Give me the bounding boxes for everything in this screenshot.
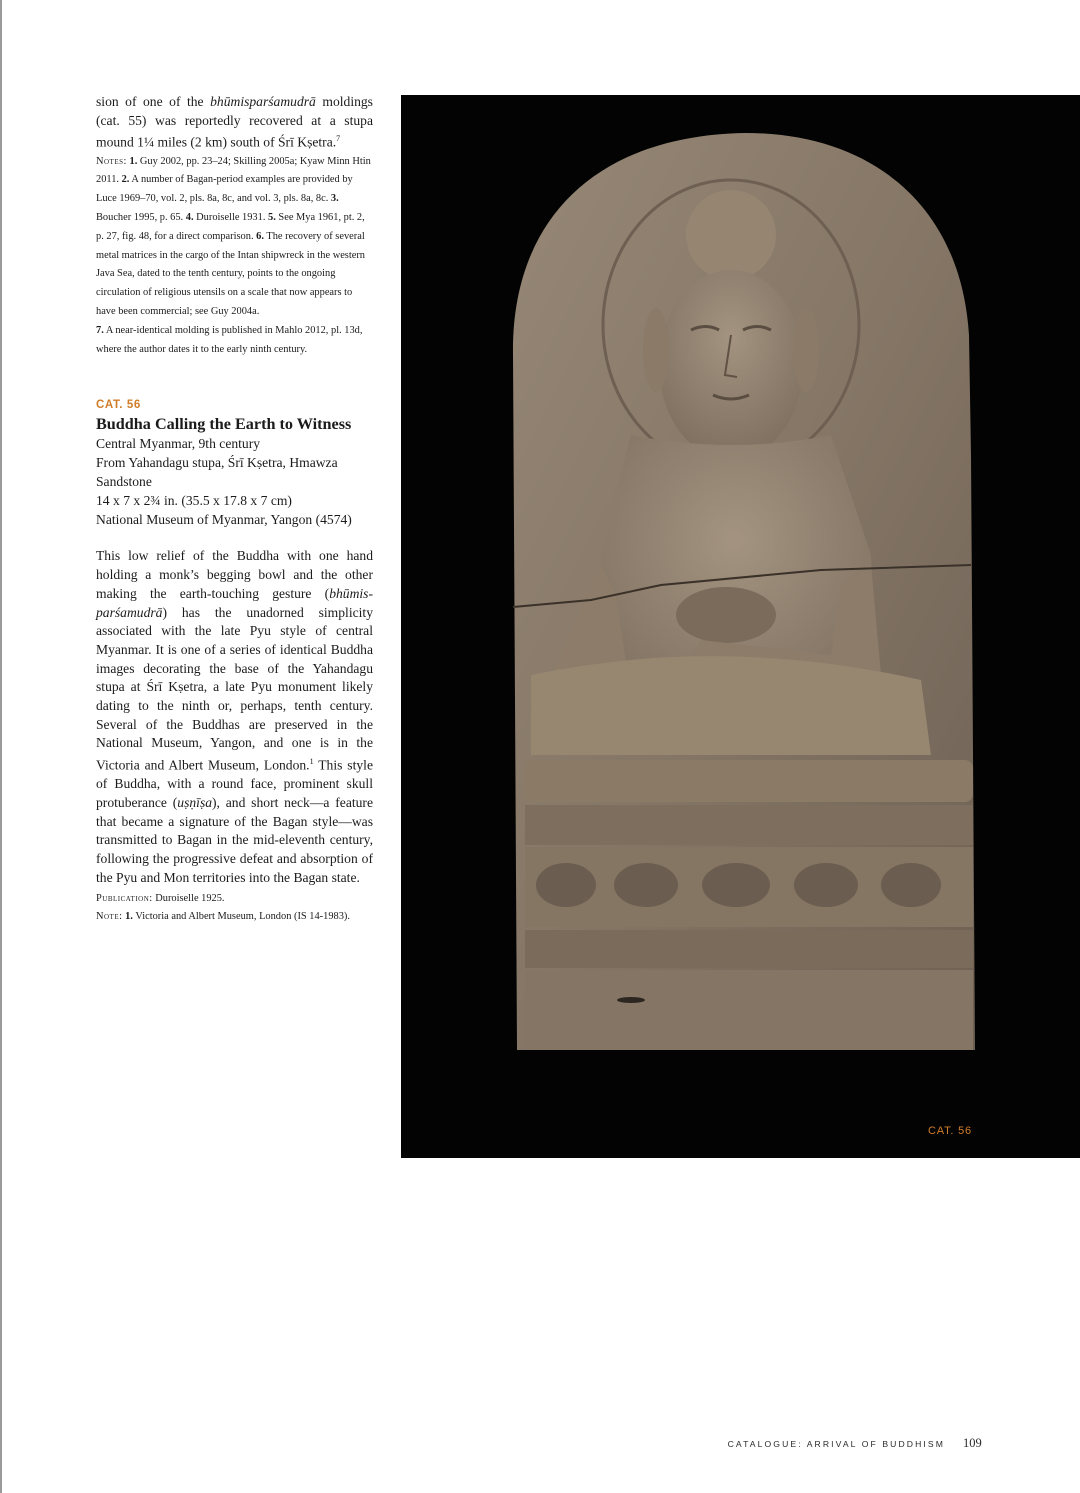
description-text: ), and short neck—a feature that became a signature of the Bagan style—was transmitted to Bagan in the mid-eleventh century, following the progressive defeat and absorption of the Pyu and Mon territories into the Bagan state. (96, 795, 373, 885)
note-text: A number of Bagan-period examples are provided by Luce 1969–70, vol. 2, pls. 8a, 8c, and vol. 3, pls. 8a, 8c. (96, 174, 353, 205)
notes-label: Notes: (96, 155, 127, 167)
publication-text: Duroiselle 1925. (152, 892, 225, 904)
catalogue-number: CAT. 56 (96, 399, 141, 412)
note-label: Note: (96, 911, 123, 923)
notes-block (96, 153, 373, 360)
page-edge (0, 0, 2, 1493)
text-column (96, 93, 373, 927)
note-number: 4. (185, 212, 194, 224)
description-text: This style of Buddha, with a round face, prominent skull protuberance ( (96, 757, 373, 811)
note-text: Guy 2002, pp. 23–24; Skilling 2005a; Kyaw Minn Htin 2011. (96, 155, 371, 186)
meta-line: From Yahandagu stupa, Śrī Kṣetra, Hmawza (96, 455, 338, 471)
note-text: Victoria and Albert Museum, London (IS 14-1983). (132, 911, 350, 923)
description-text: This low relief of the Buddha with one hand holding a monk’s begging bowl and the other making the earth-touching gesture ( (96, 548, 373, 601)
note-number: 1. (129, 155, 138, 167)
figure-caption: CAT. 56 (928, 1125, 972, 1137)
meta-line: National Museum of Myanmar, Yangon (4574) (96, 512, 352, 528)
running-footer: CATALOGUE: ARRIVAL OF BUDDHISM (727, 1439, 945, 1449)
page-number: 109 (963, 1436, 982, 1450)
catalogue-meta (96, 434, 373, 529)
sculpture-photo (401, 95, 1080, 1158)
footnote-ref: 7 (336, 134, 341, 144)
note-number: 6. (256, 230, 264, 242)
note-text: Duroiselle 1931. (193, 212, 269, 224)
publication-label: Publication: (96, 892, 153, 904)
meta-line: Central Myanmar, 9th century (96, 436, 261, 452)
note-text: A near-identical molding is published in Mahlo 2012, pl. 13d, where the author dates it to the early ninth century. (96, 324, 363, 355)
description-term: bhūmisparśamudrā (96, 585, 373, 620)
intro-paragraph (96, 93, 373, 153)
description-text: ) has the unadorned simplicity associated with the late Pyu style of central Myanmar. It is one of a series of identical Buddha images decorating the base of the Yahandagu stupa at Śrī Kṣetra, a late Pyu monument likely dating to the ninth or, perhaps, tenth century. Several of the Buddhas are preserved in the National Museum, Yangon, and one is in the Victoria and Albert Museum, London. (96, 604, 373, 773)
intro-term: bhūmisparśamudrā (210, 94, 316, 109)
note-number: 2. (121, 174, 130, 186)
catalogue-title: Buddha Calling the Earth to Witness (96, 415, 352, 434)
note-line (96, 908, 373, 927)
intro-text: moldings (cat. 55) was reportedly recovered at a stupa mound 1¼ miles (2 km) south of Śrī Kṣetra. (96, 94, 373, 150)
footnote-ref: 1 (309, 757, 314, 767)
buddha-relief-image (401, 95, 1080, 1158)
intro-text: sion of one of the (96, 94, 211, 109)
meta-line: 14 x 7 x 2¾ in. (35.5 x 17.8 x 7 cm) (96, 493, 292, 509)
description-term: uṣṇīṣa (177, 795, 213, 811)
note-number: 3. (330, 193, 339, 205)
note-text: See Mya 1961, pt. 2, p. 27, fig. 48, for a direct comparison. (96, 212, 365, 242)
note-text: The recovery of several metal matrices in the cargo of the Intan shipwreck in the western Java Sea, dated to the tenth century, points to the ongoing circulation of religious utensils on a scale that now appears to have been commercial; see Guy 2004a. (96, 230, 366, 318)
note-number: 1. (125, 911, 133, 923)
note-number: 7. (96, 324, 104, 336)
meta-line: Sandstone (96, 474, 152, 490)
description-paragraph (96, 547, 373, 887)
note-text: Boucher 1995, p. 65. (96, 212, 186, 224)
publication-line (96, 890, 373, 909)
note-number: 5. (268, 212, 276, 224)
